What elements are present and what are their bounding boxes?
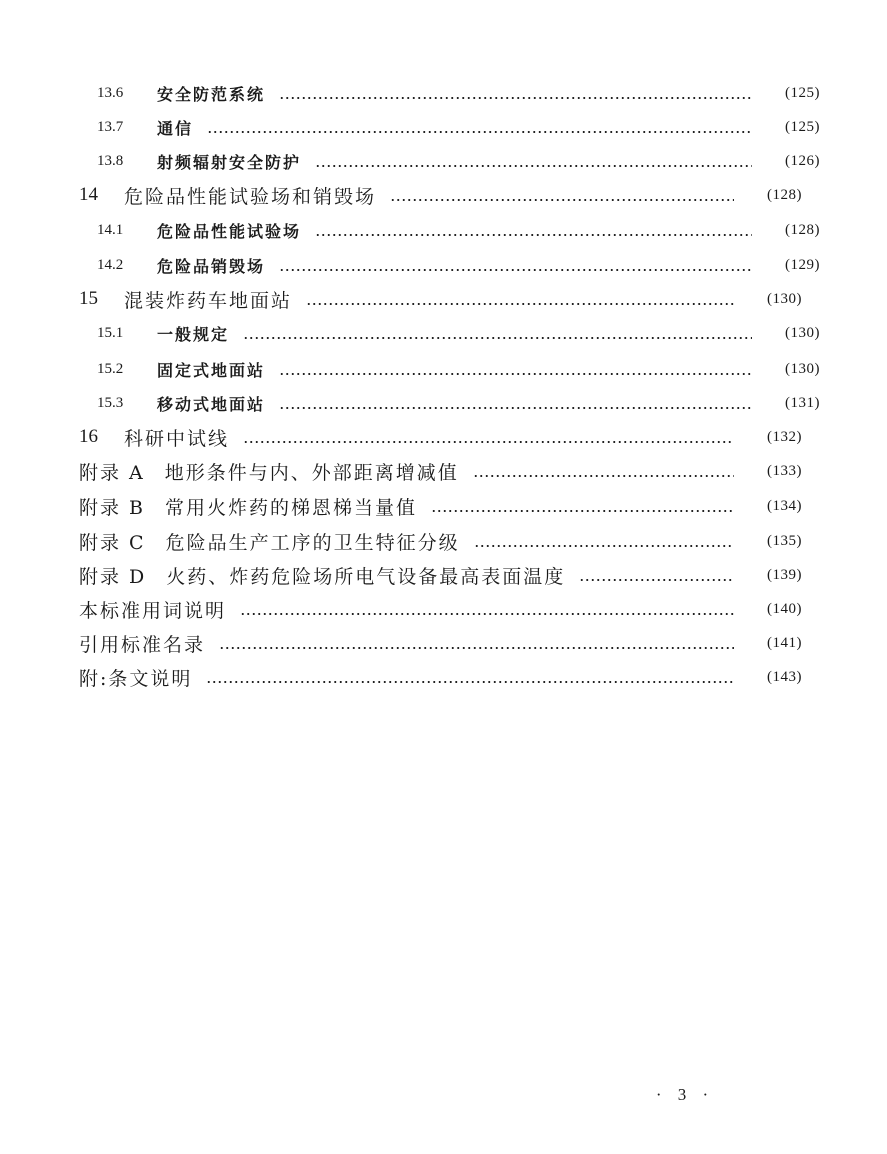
toc-entry-page: (134) xyxy=(767,497,802,514)
toc-entry-number: 15.3 xyxy=(97,394,124,411)
toc-entry-page: (141) xyxy=(767,634,802,651)
toc-entry-page: (126) xyxy=(785,152,820,169)
dot-leader xyxy=(219,628,734,658)
toc-entry-title: 混装炸药车地面站 xyxy=(124,289,293,312)
toc-entry[interactable] xyxy=(0,318,887,348)
toc-entry-number: 15.1 xyxy=(97,324,124,341)
toc-entry-page: (143) xyxy=(767,668,802,685)
toc-entry[interactable] xyxy=(0,354,887,384)
toc-entry-title: 附:条文说明 xyxy=(79,667,193,690)
dot-leader xyxy=(206,662,734,692)
toc-entry-title: 移动式地面站 xyxy=(157,394,266,414)
toc-entry-page: (133) xyxy=(767,462,802,479)
toc-entry-number: 15.2 xyxy=(97,360,124,377)
dot-leader xyxy=(240,594,734,624)
dot-leader xyxy=(315,215,752,245)
toc-entry-number: 附录 D xyxy=(79,565,147,588)
toc-entry[interactable] xyxy=(0,456,869,486)
toc-entry-number: 13.8 xyxy=(97,152,124,169)
toc-entry-page: (125) xyxy=(785,118,820,135)
toc-entry-page: (131) xyxy=(785,394,820,411)
dot-leader xyxy=(279,250,752,280)
toc-entry-page: (128) xyxy=(785,221,820,238)
toc-entry-page: (140) xyxy=(767,600,802,617)
toc-entry-title: 火药、炸药危险场所电气设备最高表面温度 xyxy=(166,565,566,588)
toc-entry-page: (135) xyxy=(767,532,802,549)
toc-entry[interactable] xyxy=(0,628,869,658)
toc-entry-number: 附录 C xyxy=(79,531,146,554)
dot-leader xyxy=(579,560,734,590)
toc-entry[interactable] xyxy=(0,491,869,521)
toc-entry[interactable] xyxy=(0,78,887,108)
toc-entry-title: 引用标准名录 xyxy=(79,633,206,656)
toc-entry[interactable] xyxy=(0,112,887,142)
toc-entry-page: (129) xyxy=(785,256,820,273)
toc-entry[interactable] xyxy=(0,215,887,245)
dot-leader xyxy=(306,284,734,314)
toc-entry-title: 射频辐射安全防护 xyxy=(157,152,302,172)
toc-entry[interactable] xyxy=(0,526,869,556)
dot-leader xyxy=(243,422,734,452)
toc-entry-title: 固定式地面站 xyxy=(157,360,266,380)
toc-entry[interactable] xyxy=(0,284,869,314)
toc-entry[interactable] xyxy=(0,146,887,176)
dot-leader xyxy=(279,78,752,108)
dot-leader xyxy=(473,456,734,486)
toc-entry-page: (128) xyxy=(767,186,802,203)
page-number: · 3 · xyxy=(655,1085,715,1104)
toc-entry-title: 本标准用词说明 xyxy=(79,599,227,622)
dot-leader xyxy=(279,354,752,384)
toc-entry-number: 附录 B xyxy=(79,496,146,519)
dot-leader xyxy=(431,491,734,521)
toc-entry[interactable] xyxy=(0,662,869,692)
toc-entry-title: 科研中试线 xyxy=(124,427,230,450)
toc-entry-number: 14.1 xyxy=(97,221,124,238)
toc-entry-page: (139) xyxy=(767,566,802,583)
dot-leader xyxy=(243,318,752,348)
dot-leader xyxy=(315,146,752,176)
toc-entry-page: (125) xyxy=(785,84,820,101)
toc-entry-number: 13.6 xyxy=(97,84,124,101)
dot-leader xyxy=(390,180,734,210)
toc-entry-number: 16 xyxy=(79,426,98,447)
toc-entry[interactable] xyxy=(0,560,869,590)
toc-entry-title: 安全防范系统 xyxy=(157,84,266,104)
toc-entry-number: 14.2 xyxy=(97,256,124,273)
toc-entry[interactable] xyxy=(0,388,887,418)
toc-entry[interactable] xyxy=(0,180,869,210)
toc-entry-number: 15 xyxy=(79,288,98,309)
toc-entry-page: (132) xyxy=(767,428,802,445)
toc-entry-page: (130) xyxy=(785,324,820,341)
toc-entry-number: 14 xyxy=(79,184,98,205)
toc-entry-number: 13.7 xyxy=(97,118,124,135)
toc-entry[interactable] xyxy=(0,250,887,280)
toc-entry[interactable] xyxy=(0,594,869,624)
toc-entry-title: 危险品生产工序的卫生特征分级 xyxy=(165,531,460,554)
toc-entry-number: 附录 A xyxy=(79,461,145,484)
toc-entry[interactable] xyxy=(0,422,869,452)
toc-entry-title: 危险品性能试验场 xyxy=(157,221,302,241)
toc-entry-title: 通信 xyxy=(157,118,194,138)
toc-entry-title: 常用火炸药的梯恩梯当量值 xyxy=(165,496,418,519)
toc-entry-page: (130) xyxy=(767,290,802,307)
toc-entry-title: 危险品性能试验场和销毁场 xyxy=(124,185,377,208)
dot-leader xyxy=(474,526,734,556)
toc-entry-title: 危险品销毁场 xyxy=(157,256,266,276)
dot-leader xyxy=(207,112,752,142)
toc-entry-title: 地形条件与内、外部距离增减值 xyxy=(164,461,459,484)
toc-entry-title: 一般规定 xyxy=(157,324,230,344)
dot-leader xyxy=(279,388,752,418)
toc-entry-page: (130) xyxy=(785,360,820,377)
